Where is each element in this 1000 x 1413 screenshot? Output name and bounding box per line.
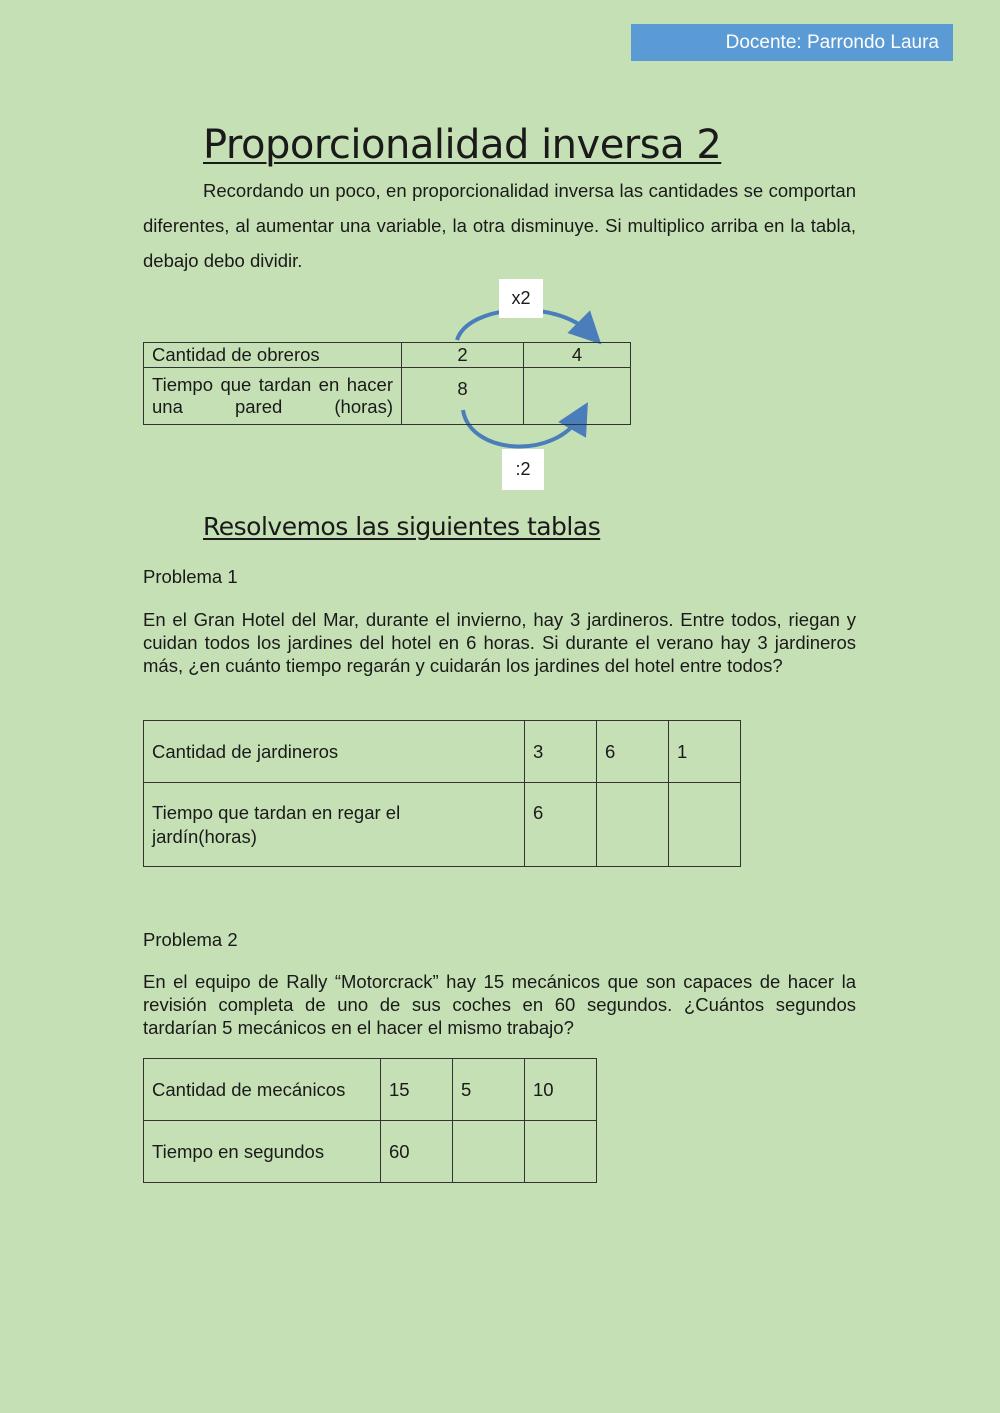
answer-cell[interactable]: [597, 783, 669, 867]
table-cell: 6: [525, 783, 597, 867]
divide-label: :2: [502, 449, 544, 490]
table-row: [144, 1121, 597, 1183]
table-cell: 1: [669, 721, 741, 783]
problem-2-text: En el equipo de Rally “Motorcrack” hay 15 mecánicos que son capaces de hacer la revisión completa de uno de sus coches en 60 segundos. ¿Cuántos segundos tardarían 5 mecánicos en el hacer el mismo trabajo?: [143, 971, 856, 1038]
problem-1-heading: Problema 1: [143, 566, 238, 587]
table-cell: 4: [524, 343, 631, 368]
example-table: [143, 342, 631, 425]
table-cell: 6: [597, 721, 669, 783]
problem-2-heading: Problema 2: [143, 929, 238, 950]
table-row: [144, 721, 741, 783]
table-cell-label-text: Tiempo que tardan en regar el jardín(horas): [152, 802, 401, 847]
teacher-badge: Docente: Parrondo Laura: [631, 24, 953, 61]
table-cell: 15: [381, 1059, 453, 1121]
answer-cell[interactable]: [525, 1121, 597, 1183]
table-row: [144, 343, 631, 368]
problem-1-text: En el Gran Hotel del Mar, durante el invierno, hay 3 jardineros. Entre todos, riegan y cuidan todos los jardines del hotel en 6 horas. Si durante el verano hay 3 jardineros más, ¿en cuánto tiempo regarán y cuidarán los jardines del hotel entre todos?: [143, 609, 856, 676]
table-row: [144, 783, 741, 867]
problem-2-table: [143, 1058, 597, 1183]
table-cell-label: Tiempo en segundos: [144, 1121, 381, 1183]
table-cell-label: Cantidad de jardineros: [144, 721, 525, 783]
answer-cell[interactable]: [669, 783, 741, 867]
table-cell: 60: [381, 1121, 453, 1183]
page-title: Proporcionalidad inversa 2: [203, 122, 722, 168]
table-cell-label: Cantidad de obreros: [144, 343, 402, 368]
table-cell: 5: [453, 1059, 525, 1121]
answer-cell[interactable]: [453, 1121, 525, 1183]
section-title: Resolvemos las siguientes tablas: [203, 512, 601, 541]
table-cell-label: Cantidad de mecánicos: [144, 1059, 381, 1121]
table-row: [144, 1059, 597, 1121]
table-cell: 10: [525, 1059, 597, 1121]
multiply-label: x2: [499, 279, 543, 318]
answer-cell[interactable]: [524, 368, 631, 425]
intro-paragraph: Recordando un poco, en proporcionalidad inversa las cantidades se comportan diferentes, al aumentar una variable, la otra disminuye. Si multiplico arriba en la tabla, debajo debo dividir.: [143, 180, 856, 271]
table-row: [144, 368, 631, 425]
table-cell: 3: [525, 721, 597, 783]
problem-1-table: [143, 720, 741, 867]
table-cell: 8: [402, 368, 524, 425]
table-cell-label: Tiempo que tardan en hacer una pared (horas): [144, 368, 402, 425]
table-cell: 2: [402, 343, 524, 368]
table-cell-label: [144, 783, 525, 867]
